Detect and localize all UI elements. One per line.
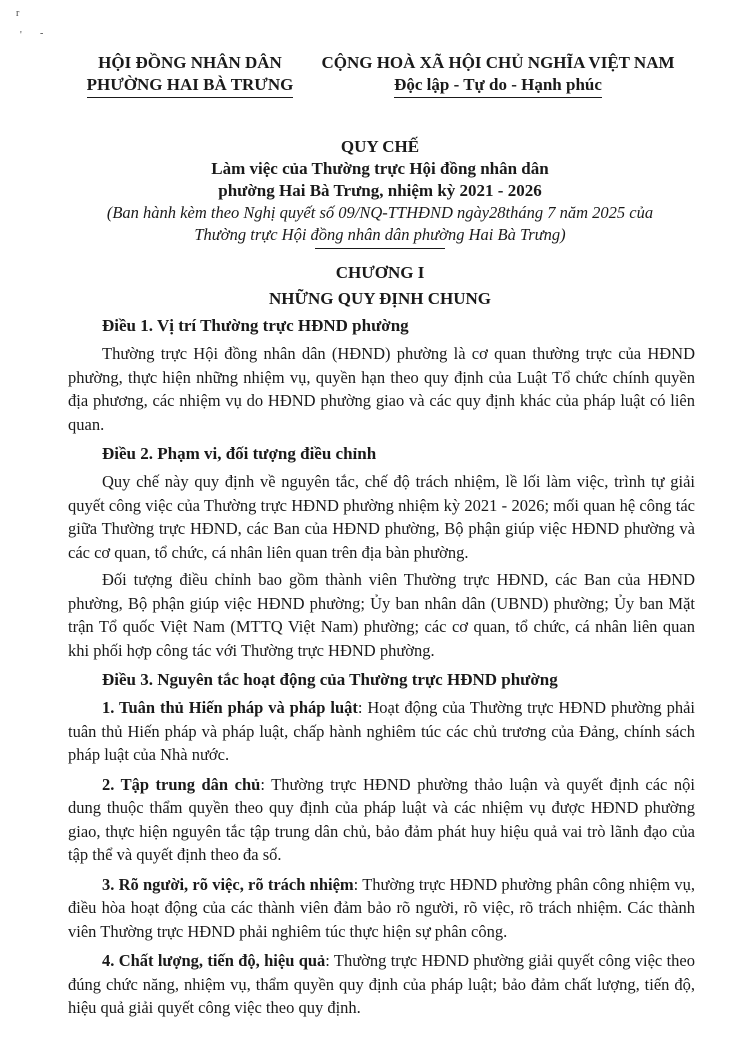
national-motto — [318, 52, 678, 98]
title-term: phường Hai Bà Trưng, nhiệm kỳ 2021 - 2026 — [218, 181, 542, 200]
article-2-heading: Điều 2. Phạm vi, đối tượng điều chỉnh — [102, 444, 377, 463]
article-3-item-2 — [68, 773, 695, 867]
article-2-paragraph-2: Đối tượng điều chỉnh bao gồm thành viên Thường trực HĐND, các Ban của HĐND phường, Bộ phận giúp việc HĐND phường; Ủy ban nhân dân (UBND) phường; Ủy ban Mặt trận Tổ quốc Việt Nam (MTTQ Việt Nam) phường; các cơ quan, tổ chức, cá nhân liên quan khi phối hợp công tác với Thường trực HĐND phường. — [68, 570, 695, 660]
article-1-heading: Điều 1. Vị trí Thường trực HĐND phường — [102, 316, 409, 335]
country-name: CỘNG HOÀ XÃ HỘI CHỦ NGHĨA VIỆT NAM — [321, 53, 675, 72]
scan-speck: ' — [20, 30, 22, 41]
authority-ward: PHƯỜNG HAI BÀ TRƯNG — [87, 74, 294, 98]
article-3-heading: Điều 3. Nguyên tắc hoạt động của Thường trực HĐND phường — [102, 670, 558, 689]
scan-speck: r — [16, 8, 20, 19]
scan-speck: - — [40, 28, 44, 39]
item-3-lead: 3. Rõ người, rõ việc, rõ trách nhiệm — [102, 874, 354, 894]
article-3-item-1 — [68, 696, 695, 767]
item-2-lead: 2. Tập trung dân chủ — [102, 774, 261, 794]
document-title — [60, 136, 700, 249]
item-1-lead: 1. Tuân thủ Hiến pháp và pháp luật — [102, 698, 358, 717]
item-4-text: : Thường trực HĐND phường giải quyết công việc theo đúng chức năng, nhiệm vụ, thẩm quyền quy định của pháp luật; bảo đảm chất lượng, tiến độ, hiệu quả giải quyết công việc theo quy định. — [68, 951, 695, 1017]
issuing-authority — [80, 52, 300, 98]
issuance-authority: Thường trực Hội đồng nhân dân phường Hai Bà Trưng) — [194, 225, 566, 244]
title-subject: Làm việc của Thường trực Hội đồng nhân dân — [211, 159, 549, 178]
chapter-title: NHỮNG QUY ĐỊNH CHUNG — [268, 289, 492, 308]
article-2-paragraph-1: Quy chế này quy định về nguyên tắc, chế độ trách nhiệm, lề lối làm việc, trình tự giải quyết công việc của Thường trực HĐND phường nhiệm kỳ 2021 - 2026; mối quan hệ công tác giữa Thường trực HĐND, các Ban của HĐND phường, Bộ phận giúp việc HĐND phường và các cơ quan, tổ chức, cá nhân liên quan trên địa bàn phường. — [68, 472, 695, 562]
item-2-text: : Thường trực HĐND phường thảo luận và quyết định các nội dung thuộc thẩm quyền theo quy định của pháp luật và các nhiệm vụ được HĐND phường giao, thực hiện nguyên tắc tập trung dân chủ, bảo đảm phát huy hiệu quả vai trò lãnh đạo của tập thể và quyết định theo đa số. — [68, 774, 695, 864]
motto-line: Độc lập - Tự do - Hạnh phúc — [394, 74, 602, 98]
document-body — [68, 314, 695, 1020]
item-4-lead: 4. Chất lượng, tiến độ, hiệu quả — [102, 951, 326, 970]
document-header — [0, 52, 740, 112]
issuance-note: (Ban hành kèm theo Nghị quyết số 09/NQ-TTHĐND ngày28tháng 7 năm 2025 của — [106, 203, 654, 222]
authority-name: HỘI ĐỒNG NHÂN DÂN — [98, 53, 282, 72]
title-underline — [315, 248, 445, 249]
article-3-item-4 — [68, 949, 695, 1020]
item-1-text: : Hoạt động của Thường trực HĐND phường phải tuân thủ Hiến pháp và pháp luật, chấp hành nghiêm túc các chủ trương của Đảng, chính sách pháp luật của Nhà nước. — [68, 698, 695, 764]
article-3-item-3 — [68, 873, 695, 944]
item-3-text: : Thường trực HĐND phường phân công nhiệm vụ, điều hòa hoạt động của các thành viên đảm bảo rõ người, rõ việc, rõ trách nhiệm. Các thành viên Thường trực HĐND phải nghiêm túc thực hiện sự phân công. — [68, 874, 695, 941]
chapter-number: CHƯƠNG I — [335, 263, 425, 282]
article-1-paragraph: Thường trực Hội đồng nhân dân (HĐND) phường là cơ quan thường trực của HĐND phường, thực hiện những nhiệm vụ, quyền hạn theo quy định của Luật Tổ chức chính quyền địa phương, các nhiệm vụ do HĐND phường giao và các quy định khác của pháp luật có liên quan. — [68, 344, 695, 434]
title-main: QUY CHẾ — [340, 137, 420, 156]
